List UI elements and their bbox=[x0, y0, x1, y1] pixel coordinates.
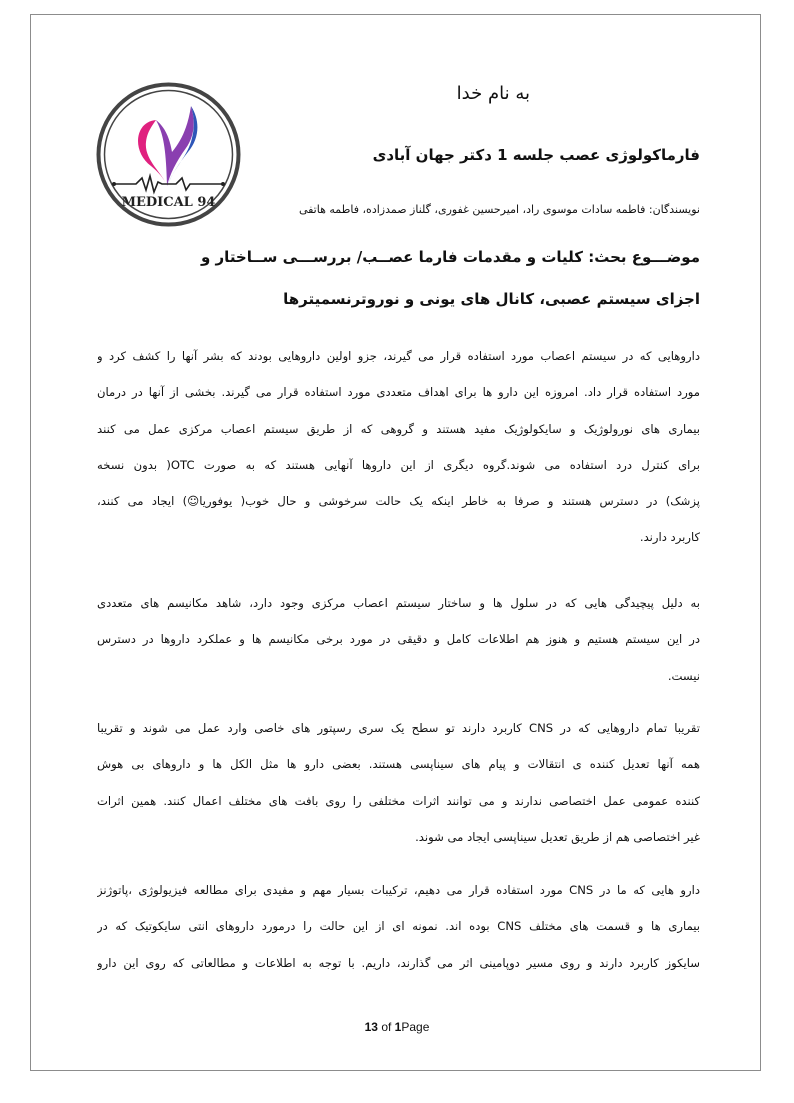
paragraph-line: مورد استفاده قرار داد. امروزه این دارو ها برای اهداف متعددی مورد استفاده قرار می گیرند. بخشی از آنها در درمان bbox=[97, 385, 700, 400]
paragraph-line: بیماری ها و قسمت های مختلف CNS بوده اند. نمونه ای از این حالت را درمورد داروهای انتی سایکوتیک که در bbox=[97, 919, 700, 934]
paragraph-line: نیست. bbox=[667, 668, 700, 683]
paragraph-line: کننده عمومی عمل اختصاصی ندارند و می توانند اثرات مختلفی را روی بافت های مختلف اعمال کنند. همین اثرات bbox=[97, 793, 700, 808]
authors-line: نویسندگان: فاطمه سادات موسوی راد، امیرحسین غفوری، گلناز صمدزاده، فاطمه هاتفی bbox=[298, 203, 700, 216]
paragraph-line: کاربرد دارند. bbox=[639, 530, 700, 545]
page-footer bbox=[0, 1020, 794, 1034]
of-label: of bbox=[381, 1020, 392, 1034]
paragraph-4 bbox=[97, 872, 700, 981]
paragraph-line: غیر اختصاصی هم از طریق تعدیل سیناپسی ایجاد می شوند. bbox=[415, 829, 700, 844]
paragraph-line: داروهایی که در سیستم اعصاب مورد استفاده قرار می گیرند، جزو اولین داروهایی بودند که بشر آنها را کشف کرد و bbox=[97, 349, 700, 363]
paragraph-line: در این سیستم هستیم و هنوز هم اطلاعات کامل و دقیقی در مورد برخی مکانیسم ها و عملکرد داروها در دسترس bbox=[97, 632, 700, 647]
paragraph-line: تقریبا تمام داروهایی که در CNS کاربرد دارند تو سطح یک سری رسپتور های خاصی وارد عمل می شوند و تقریبا bbox=[97, 721, 700, 735]
paragraph-line: دارو هایی که ما در CNS مورد استفاده قرار می دهیم، ترکیبات بسیار مهم و مفیدی برای مطالعه فیزیولوژی ،پاتوژنز bbox=[97, 883, 700, 897]
page-title: به نام خدا bbox=[456, 83, 530, 104]
page-label: Page bbox=[401, 1020, 430, 1034]
topic-line-2: اجزای سیستم عصبی، کانال های یونی و نوروترنسمیترها bbox=[283, 290, 700, 308]
logo-text: MEDICAL 94 bbox=[121, 195, 216, 210]
paragraph-2 bbox=[97, 585, 700, 694]
paragraph-3 bbox=[97, 710, 700, 855]
medical-94-logo bbox=[96, 82, 241, 227]
paragraph-line: همه آنها تعدیل کننده ی انتقالات و پیام های سیناپسی هستند. بعضی دارو ها مثل الکل ها و داروهای بی هوش bbox=[97, 757, 700, 772]
paragraph-line: پزشک) در دسترس هستند و صرفا به خاطر اینکه یک حالت سرخوشی و حال خوب( یوفوریا☺) ایجاد می کنند، bbox=[97, 494, 700, 509]
paragraph-line: برای کنترل درد استفاده می شوند.گروه دیگری از این داروها آنهایی هستند که به صورت OTC( بدون نسخه bbox=[97, 457, 700, 472]
total-pages: 1 bbox=[394, 1020, 402, 1034]
paragraph-line: بیماری های نورولوژیک و سایکولوژیک مفید هستند و گروهی که از طریق سیستم اعصاب مرکزی عمل می کنند bbox=[97, 421, 700, 436]
paragraph-line: به دلیل پیچیدگی هایی که در سلول ها و ساختار سیستم اعصاب مرکزی وجود دارد، شاهد مکانیسم های متعددی bbox=[97, 596, 700, 610]
paragraph-line: سایکوز کاربرد دارند و روی مسیر دوپامینی اثر می گذارند، داریم. با توجه به اطلاعات و مطالعاتی که روی این دارو bbox=[97, 955, 700, 970]
course-heading: فارماکولوژی عصب جلسه 1 دکتر جهان آبادی bbox=[372, 146, 700, 164]
page-number: 13 bbox=[364, 1020, 378, 1034]
topic-line-1: موضـــوع بحث: کلیات و مقدمات فارما عصــب/ بررســـی ســاختار و bbox=[201, 248, 700, 266]
paragraph-1 bbox=[97, 338, 700, 556]
